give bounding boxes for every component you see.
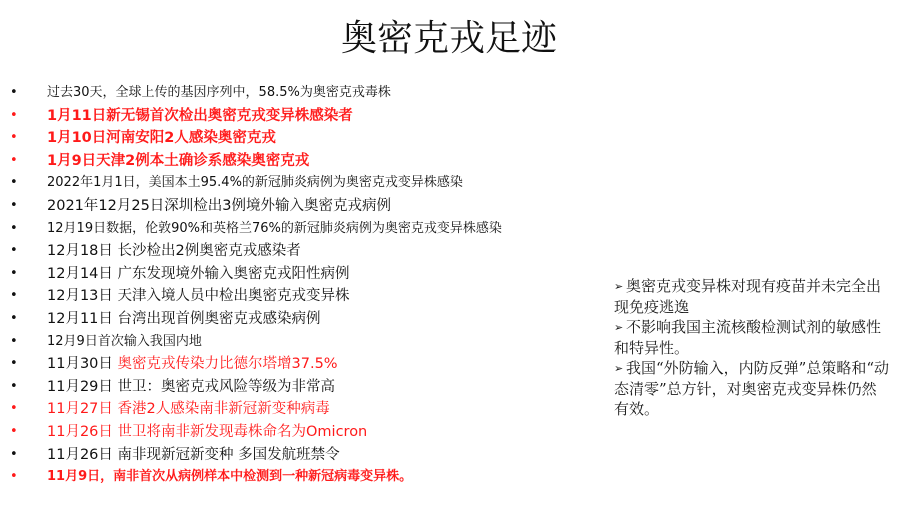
timeline-text: 12月14日 广东发现境外输入奥密克戎阳性病例 [47, 265, 350, 282]
note-item [614, 358, 889, 419]
bullet-marker: • [10, 243, 18, 259]
timeline-text: 过去30天，全球上传的基因序列中，58.5%为奥密克戎毒株 [47, 85, 391, 100]
bullet-marker: • [10, 356, 18, 372]
bullet-marker: • [10, 423, 18, 439]
note-item [614, 317, 889, 358]
timeline-text [47, 353, 338, 376]
bullet-marker: • [10, 333, 18, 349]
timeline-text: 11月26日 世卫将南非新发现毒株命名为Omicron [47, 423, 368, 440]
timeline-text: 12月9日首次输入我国内地 [47, 333, 202, 349]
bullet-marker: • [10, 378, 18, 394]
timeline-text: 11月29日 世卫：奥密克戎风险等级为非常高 [47, 378, 336, 395]
bullet-marker: • [10, 446, 18, 462]
timeline-text: 11月27日 香港2人感染南非新冠新变种病毒 [47, 401, 330, 418]
timeline-text: 12月19日数据，伦敦90%和英格兰76%的新冠肺炎病例为奥密克戎变异株感染 [47, 220, 502, 236]
timeline-text: 1月11日新无锡首次检出奥密克戎变异株感染者 [47, 107, 353, 124]
timeline-text: 12月11日 台湾出现首例奥密克戎感染病例 [47, 310, 321, 327]
arrow-bullet-icon: ➢ [614, 280, 624, 293]
note-item [614, 276, 889, 317]
bullet-marker: • [10, 401, 18, 417]
bullet-marker: • [10, 197, 18, 213]
timeline-text: 12月13日 天津入境人员中检出奥密克戎变异株 [47, 288, 350, 305]
timeline-text: 11月9日，南非首次从病例样本中检测到一种新冠病毒变异株。 [47, 469, 413, 485]
timeline-text: 1月9日天津2例本土确诊系感染奥密克戎 [47, 152, 310, 169]
timeline-text: 2022年1月1日，美国本土95.4%的新冠肺炎病例为奥密克戎变异株感染 [47, 175, 463, 191]
bullet-marker: • [10, 288, 18, 304]
timeline-text: 12月18日 长沙检出2例奥密克戎感染者 [47, 243, 301, 260]
note-text: 我国“外防输入，内防反弹”总策略和“动态清零”总方针，对奥密克戎变异株仍然有效。 [614, 359, 890, 418]
note-text: 奥密克戎变异株对现有疫苗并未完全出现免疫逃逸 [614, 277, 882, 316]
arrow-bullet-icon: ➢ [614, 362, 624, 375]
bullet-marker: • [10, 175, 18, 191]
bullet-marker: • [10, 130, 18, 146]
bullet-marker: • [10, 310, 18, 326]
bullet-marker: • [10, 220, 18, 236]
page-title: 奥密克戎足迹 [340, 18, 557, 59]
bullet-marker: • [10, 265, 18, 281]
timeline-highlight: 奥密克戎传染力比德尔塔增37.5% [117, 356, 338, 373]
bullet-marker: • [10, 469, 18, 485]
timeline-date: 11月30日 [47, 356, 118, 373]
bullet-marker: • [10, 152, 18, 168]
arrow-bullet-icon: ➢ [614, 321, 624, 334]
bullet-marker: • [10, 107, 18, 123]
timeline-text: 1月10日河南安阳2人感染奥密克戎 [47, 130, 276, 147]
notes-panel [614, 276, 889, 419]
timeline-text: 11月26日 南非现新冠新变种 多国发航班禁令 [47, 446, 340, 463]
note-text: 不影响我国主流核酸检测试剂的敏感性和特异性。 [614, 318, 882, 357]
bullet-marker: • [10, 85, 18, 100]
timeline-text: 2021年12月25日深圳检出3例境外输入奥密克戎病例 [47, 197, 392, 214]
